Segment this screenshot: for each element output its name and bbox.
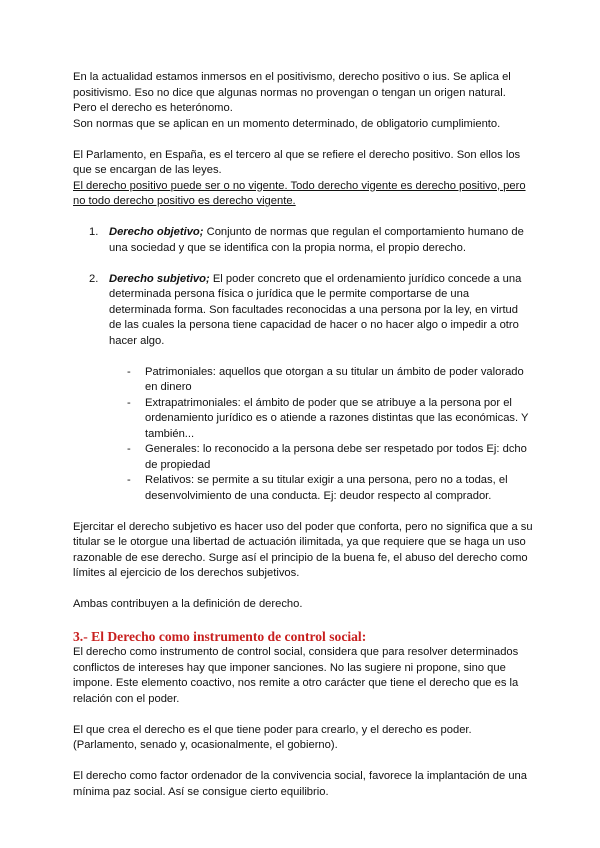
spacer [73,349,533,365]
list-item-relative [73,473,533,504]
document-body [73,70,533,800]
dash-bullet: - [127,365,131,378]
list-item-text: Generales: lo reconocido a la persona debe ser respetado por todos Ej: dcho de propiedad [145,443,527,471]
list-item-text: Extrapatrimoniales: el ámbito de poder que se atribuye a la persona por el ordenamiento jurídico es o atiende a razones distintas que las económicas. Y también... [145,396,529,440]
term-objective-law: Derecho objetivo; [109,226,204,238]
social-order-paragraph: El derecho como factor ordenador de la convivencia social, favorece la implantación de una mínima paz social. Así se consigue cierto equilibrio. [73,770,527,798]
parliament-paragraph: El Parlamento, en España, es el tercero al que se refiere el derecho positivo. Son ellos los que se encargan de las leyes. [73,148,521,176]
list-item-general [73,442,533,473]
list-item-text: Patrimoniales: aquellos que otorgan a su titular un ámbito de poder valorado en dinero [145,365,524,393]
list-number: 1. [89,226,99,238]
list-item-text: Relativos: se permite a su titular exigir a una persona, pero no a todas, el desenvolvimiento de una conducta. Ej: deudor respecto al comprador. [145,474,508,502]
intro-paragraph-positivism: En la actualidad estamos inmersos en el positivismo, derecho positivo o ius. Se aplica el positivismo. Eso no dice que algunas normas no provengan o tengan un origen natural. [73,71,511,99]
dash-bullet: - [127,396,131,409]
section-heading-social-control: 3.- El Derecho como instrumento de control social: [73,629,367,644]
power-paragraph: El que crea el derecho es el que tiene poder para crearlo, y el derecho es poder. (Parlamento, senado y, ocasionalmente, el gobierno). [73,723,472,751]
list-item-patrimonial [73,365,533,396]
subjective-types-list [73,365,533,505]
intro-paragraph-heteronomous: Pero el derecho es heterónomo. [73,102,233,114]
spacer [73,504,533,520]
numbered-list [73,225,533,349]
both-paragraph: Ambas contribuyen a la definición de derecho. [73,598,303,610]
spacer [73,582,533,598]
spacer [73,754,533,770]
definition-objective-law: Conjunto de normas que regulan el comportamiento humano de una sociedad y que se identifica con la propia norma, el propio derecho. [109,226,524,254]
spacer [73,707,533,723]
list-item-subjective-law [73,272,533,350]
spacer [73,132,533,148]
dash-bullet: - [127,443,131,455]
exercise-paragraph: Ejercitar el derecho subjetivo es hacer uso del poder que conforta, pero no significa que a su titular se le otorgue una libertad de actuación ilimitada, ya que requiere que se haga un uso razonable de ese derecho. Surge así el principio de la buena fe, el abuso del derecho como límites al ejercicio de los derechos subjetivos. [73,520,533,579]
term-subjective-law: Derecho subjetivo; [109,272,210,285]
spacer [73,613,533,629]
social-control-paragraph: El derecho como instrumento de control social, considera que para resolver determinados conflictos de intereses hay que imponer sanciones. No las sugiere ni propone, sino que impone. Este elemento coactivo, nos remite a otro carácter que tiene el derecho que es la relación con el poder. [73,646,519,705]
intro-paragraph-norms: Son normas que se aplican en un momento determinado, de obligatorio cumplimiento. [73,117,501,130]
definition-subjective-law: El poder concreto que el ordenamiento jurídico concede a una determinada persona física o jurídica que le permite comportarse de una determinada forma. Son facultades reconocidas a una persona por la ley, en virtud de las cuales la persona tiene capacidad de hacer o no hacer algo o impedir a otro hacer algo. [109,272,522,347]
list-item-extrapatrimonial [73,396,533,443]
list-item-objective-law [73,225,533,256]
dash-bullet: - [127,474,131,486]
spacer [73,210,533,226]
vigente-paragraph: El derecho positivo puede ser o no vigente. Todo derecho vigente es derecho positivo, pero no todo derecho positivo es derecho vigente. [73,179,526,207]
spacer [73,256,533,272]
list-number: 2. [89,272,99,285]
